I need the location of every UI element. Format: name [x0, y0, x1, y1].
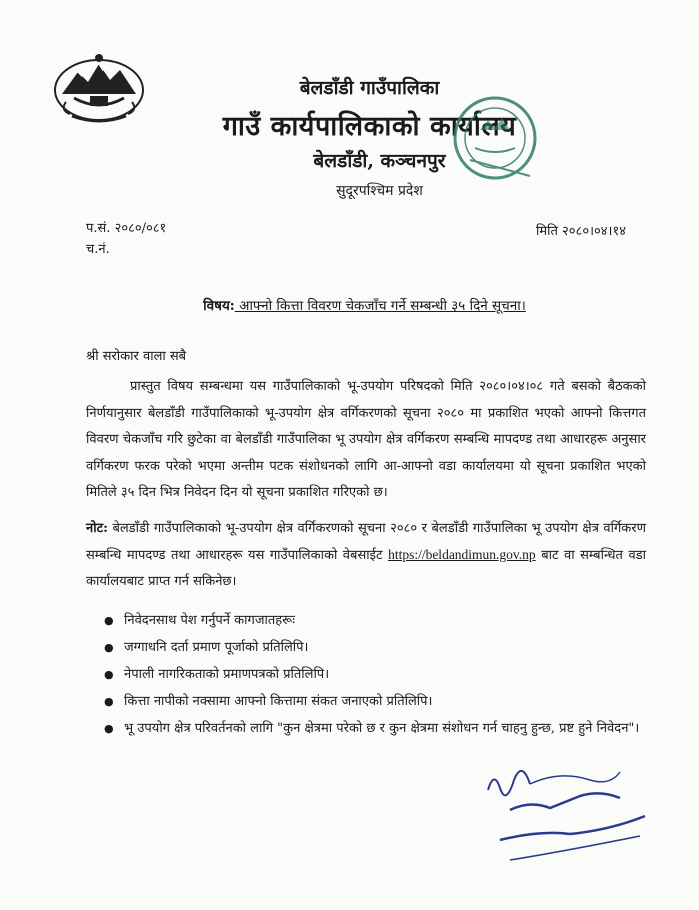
note-tail: बाट वा सम्बन्धित वडा कार्यालयबाट प्राप्त गर्न सकिनेछ।	[86, 548, 647, 589]
province-name: सुदूरपश्चिम प्रदेश	[336, 183, 423, 199]
patra-sankhya: प.सं. २०८०/०८१	[86, 221, 167, 236]
body-paragraph: प्रास्तुत विषय सम्बन्धमा यस गाउँपालिकाको भू-उपयोग परिषदको मिति २०८०।०४।०८ गते बसको बैठकको निर्णयानुसार बेलडाँडी गाउँपालिकाको भू-उपयोग क्षेत्र वर्गिकरणको सूचना २०८० मा प्रकाशित भएको आफ्नो कित्तगत विवरण चेकजाँच गरि छुटेका वा बेलडाँडी गाउँपालिका भू उपयोग क्षेत्र वर्गिकरण सम्बन्धि मापदण्ड तथा आधारहरू अनुसार वर्गिकरण फरक परेको भएमा अन्तीम पटक संशोधनको लागि आ-आफ्नो वडा कार्यालयमा यो सूचना प्रकाशित भएको मितिले ३५ दिन भित्र निवेदन दिन यो सूचना प्रकाशित गरिएको छ।	[86, 379, 646, 500]
office-stamp-icon	[440, 90, 550, 190]
list-item: ● कित्ता नापीको नक्सामा आफ्नो कित्तामा संकत जनाएको प्रतिलिपि।	[104, 691, 664, 718]
note-label: नोट:	[86, 521, 108, 536]
municipality-name: बेलडाँडी गाउँपालिका	[299, 77, 440, 99]
list-item: ● भू उपयोग क्षेत्र परिवर्तनको लागि "कुन क्षेत्रमा परेको छ र कुन क्षेत्रमा संशोधन गर्न चाहनु हुन्छ, प्रष्ट हुने निवेदन"।	[104, 718, 664, 745]
list-item: ● जग्गाधनि दर्ता प्रमाण पूर्जाको प्रतिलिपि।	[104, 637, 664, 664]
subject-line	[0, 296, 699, 314]
signature-stamp-icon	[470, 750, 660, 870]
list-item: ● निवेदनसाथ पेश गर्नुपर्ने कागजातहरूः	[104, 610, 664, 637]
website-link[interactable]: https://beldandimun.gov.np	[388, 547, 536, 562]
chalani-number: च.नं.	[86, 242, 110, 257]
note-text: बेलडाँडी गाउँपालिकाको भू-उपयोग क्षेत्र वर्गिकरणको सूचना २०८० र बेलडाँडी गाउँपालिका भू उपयोग क्षेत्र वर्गिकरण सम्बन्धि मापदण्ड तथा आधारहरू यस गाउँपालिकाको वेबसाईट	[86, 521, 646, 563]
subject-text: आफ्नो कित्ता विवरण चेकजाँच गर्ने सम्बन्धी ३५ दिने सूचना।	[234, 298, 526, 314]
note-paragraph	[86, 516, 646, 595]
list-item: ● नेपाली नागरिकताको प्रमाणपत्रको प्रतिलिपि।	[104, 664, 664, 691]
required-documents-list	[104, 610, 664, 745]
office-address: बेलडाँडी, कञ्चनपुर	[313, 150, 446, 172]
office-name: गाउँ कार्यपालिकाको कार्यालय	[222, 111, 517, 142]
subject-label: विषय:	[203, 298, 235, 314]
letter-date: मिति २०८०।०४।१४	[536, 224, 626, 239]
salutation: श्री सरोकार वाला सबै	[86, 349, 187, 364]
